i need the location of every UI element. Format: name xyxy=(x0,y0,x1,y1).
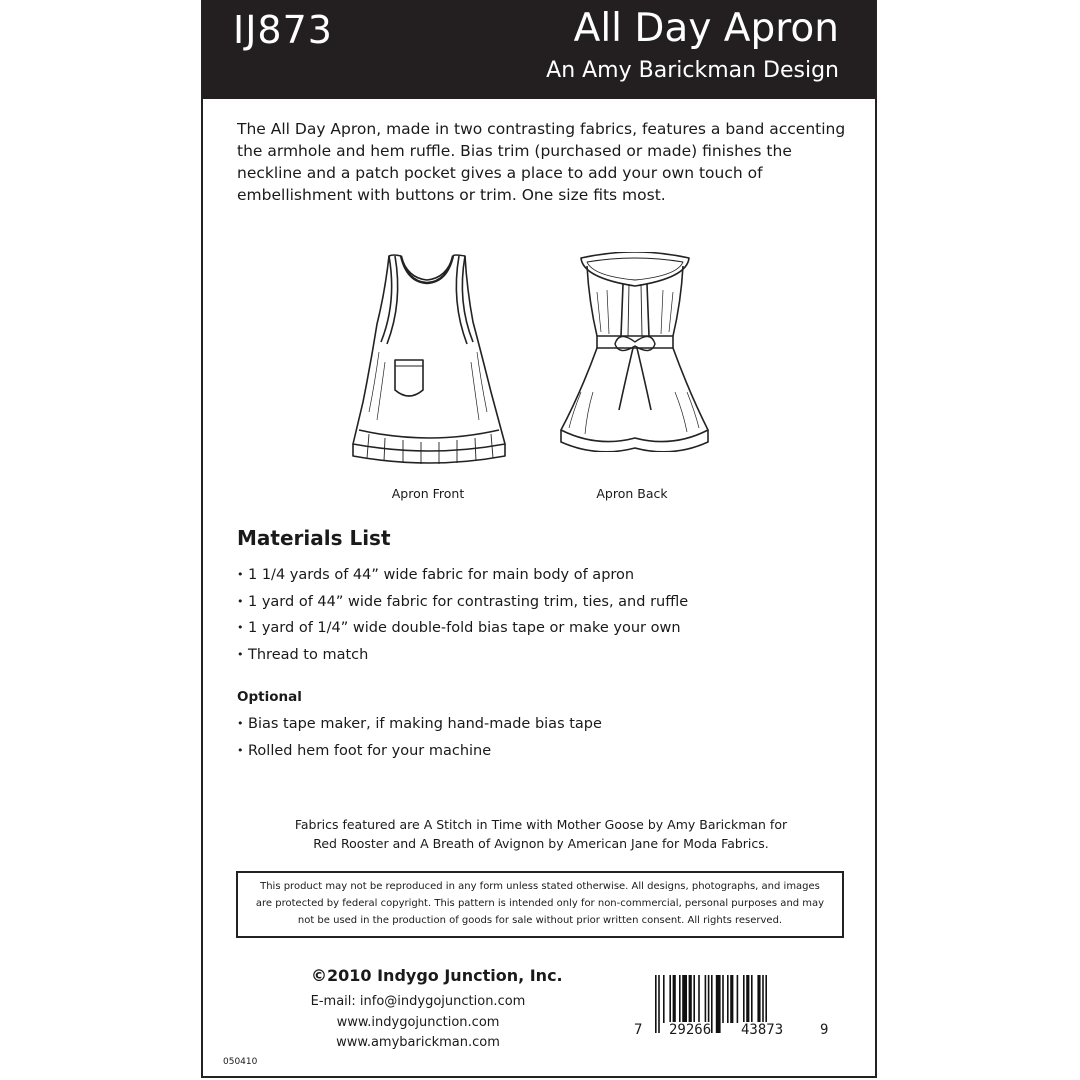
apron-front-illustration xyxy=(349,252,509,467)
barcode-bar xyxy=(746,975,749,1023)
publisher-copyright: ©2010 Indygo Junction, Inc. xyxy=(311,966,563,985)
fabric-credit-line: Fabrics featured are A Stitch in Time with Mother Goose by Amy Barickman for xyxy=(294,817,788,832)
barcode-right-digits: 43873 xyxy=(741,1022,784,1038)
catalog-number: 050410 xyxy=(223,1057,258,1067)
barcode-bar xyxy=(679,975,681,1023)
barcode-bar xyxy=(751,975,753,1023)
pattern-code: IJ873 xyxy=(233,8,333,52)
fabric-credit-line: Red Rooster and A Breath of Avignon by American Jane for Moda Fabrics. xyxy=(313,836,769,851)
barcode-bar xyxy=(762,975,764,1023)
barcode-bar xyxy=(722,975,724,1023)
legal-line: This product may not be reproduced in any form unless stated otherwise. All designs, photographs, and images xyxy=(260,881,820,892)
list-item: • 1 yard of 1/4” wide double-fold bias tape or make your own xyxy=(237,615,688,642)
barcode-bar xyxy=(669,975,671,1023)
list-item: • 1 1/4 yards of 44” wide fabric for main body of apron xyxy=(237,562,688,589)
apron-back-caption: Apron Back xyxy=(596,486,668,501)
materials-list xyxy=(237,562,688,668)
email-address: E-mail: info@indygojunction.com xyxy=(310,994,526,1009)
barcode-bar xyxy=(730,975,733,1023)
apron-back-illustration xyxy=(557,252,712,452)
optional-heading: Optional xyxy=(237,689,302,705)
barcode-bar xyxy=(673,975,676,1023)
barcode-bar xyxy=(727,975,729,1023)
barcode-bar xyxy=(737,975,739,1023)
barcode-bar xyxy=(757,975,760,1023)
list-item: • Bias tape maker, if making hand-made bias tape xyxy=(237,711,602,738)
barcode-bar xyxy=(705,975,707,1023)
pattern-designer: An Amy Barickman Design xyxy=(546,58,839,83)
intro-paragraph: The All Day Apron, made in two contrasting fabrics, features a band accenting the armhole and hem ruffle. Bias trim (purchased or made) finishes the neckline and a patch pocket gives a place to add your own touch of embellishment with buttons or trim. One size fits most. xyxy=(237,120,846,204)
barcode-bar xyxy=(698,975,700,1023)
barcode-bar xyxy=(743,975,745,1023)
barcode-left-digits: 29266 xyxy=(669,1022,712,1038)
fabric-credit xyxy=(263,815,819,853)
barcode-bar xyxy=(711,975,713,1033)
optional-list xyxy=(237,711,602,764)
list-item: • Thread to match xyxy=(237,642,688,669)
pattern-back-cover xyxy=(201,0,877,1078)
barcode-bar xyxy=(658,975,660,1033)
copyright-notice-box xyxy=(236,871,844,938)
header-band xyxy=(203,0,875,99)
pattern-title: All Day Apron xyxy=(573,6,839,51)
barcode-bar xyxy=(663,975,665,1023)
materials-heading: Materials List xyxy=(237,526,391,550)
legal-line: not be used in the production of goods for sale without prior written consent. All rights reserved. xyxy=(297,915,783,926)
barcode-bar xyxy=(655,975,657,1033)
barcode-trailing-digit: 9 xyxy=(820,1022,829,1038)
barcode-bar xyxy=(682,975,687,1023)
barcode-bar xyxy=(693,975,695,1023)
legal-line: are protected by federal copyright. This pattern is intended only for non-commercial, personal purposes and may xyxy=(255,898,825,909)
list-item: • 1 yard of 44” wide fabric for contrasting trim, ties, and ruffle xyxy=(237,589,688,616)
barcode-bar xyxy=(689,975,692,1023)
apron-front-caption: Apron Front xyxy=(391,486,465,501)
list-item: • Rolled hem foot for your machine xyxy=(237,738,602,765)
website-barickman: www.amybarickman.com xyxy=(336,1035,500,1050)
barcode-bar xyxy=(716,975,721,1033)
website-indygo: www.indygojunction.com xyxy=(336,1015,500,1030)
barcode-leading-digit: 7 xyxy=(634,1022,643,1038)
